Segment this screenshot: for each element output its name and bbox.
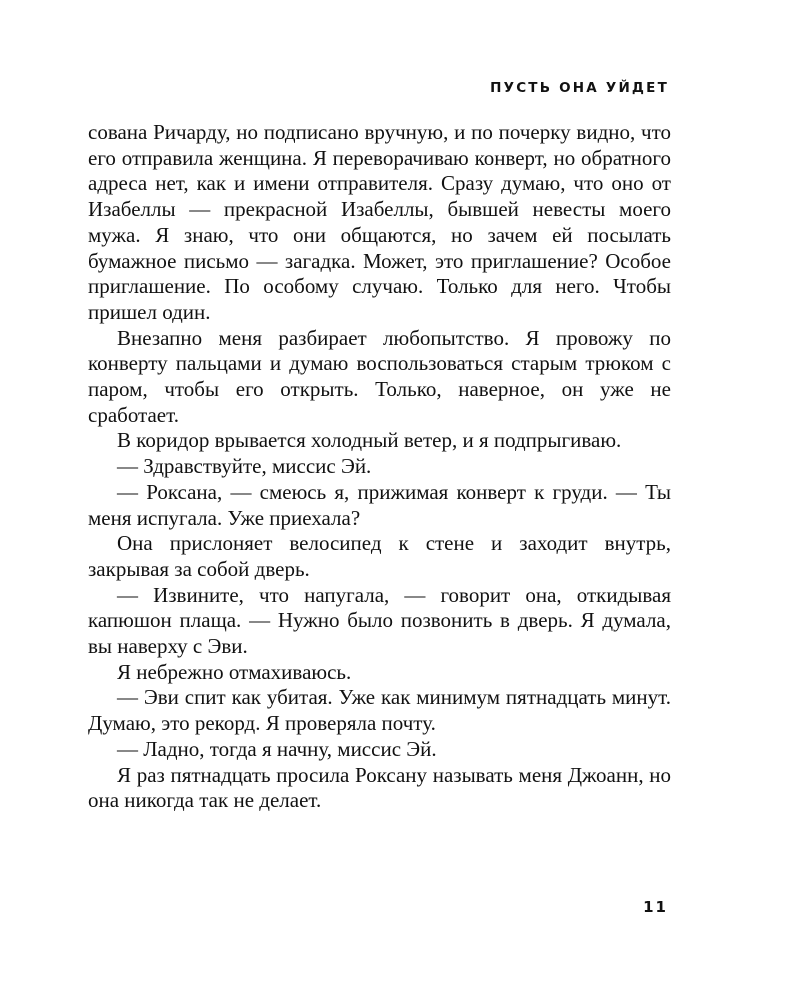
page-number: 11	[643, 898, 668, 916]
paragraph: Я раз пятнадцать просила Роксану называть меня Джоанн, но она никогда так не делает.	[88, 762, 671, 813]
dialogue-line: — Ладно, тогда я начну, миссис Эй.	[117, 736, 437, 761]
paragraph: Я небрежно отмахиваюсь.	[117, 659, 352, 684]
dialogue-line: — Роксана, — смеюсь я, прижимая конверт к груди. — Ты меня испугала. Уже приехала?	[88, 479, 671, 530]
paragraph: Внезапно меня разбирает любопытство. Я провожу по конверту пальцами и думаю воспользоваться старым трюком с паром, чтобы его открыть. Только, наверное, он уже не сработает.	[88, 325, 671, 427]
dialogue-line: — Эви спит как убитая. Уже как минимум пятнадцать минут. Думаю, это рекорд. Я проверяла почту.	[88, 685, 671, 736]
dialogue-line: — Извините, что напугала, — говорит она, откидывая капюшон плаща. — Нужно было позвонить в дверь. Я думала, вы наверху с Эви.	[88, 582, 671, 659]
paragraph: сована Ричарду, но подписано вручную, и по почерку видно, что его отправила женщина. Я переворачиваю конверт, но обратного адреса нет, как и имени отправителя. Сразу думаю, что оно от Изабеллы — прекрасной Изабеллы, бывшей невесты моего мужа. Я знаю, что они общаются, но зачем ей посылать бумажное письмо — загадка. Может, это приглашение? Особое приглашение. По особому случаю. Только для него. Чтобы пришел один.	[88, 120, 671, 324]
paragraph: Она прислоняет велосипед к стене и заходит внутрь, закрывая за собой дверь.	[88, 531, 671, 581]
running-header: ПУСТЬ ОНА УЙДЕТ	[490, 80, 669, 96]
paragraph: В коридор врывается холодный ветер, и я подпрыгиваю.	[117, 428, 622, 453]
dialogue-line: — Здравствуйте, миссис Эй.	[117, 454, 372, 479]
body-text	[88, 120, 671, 814]
